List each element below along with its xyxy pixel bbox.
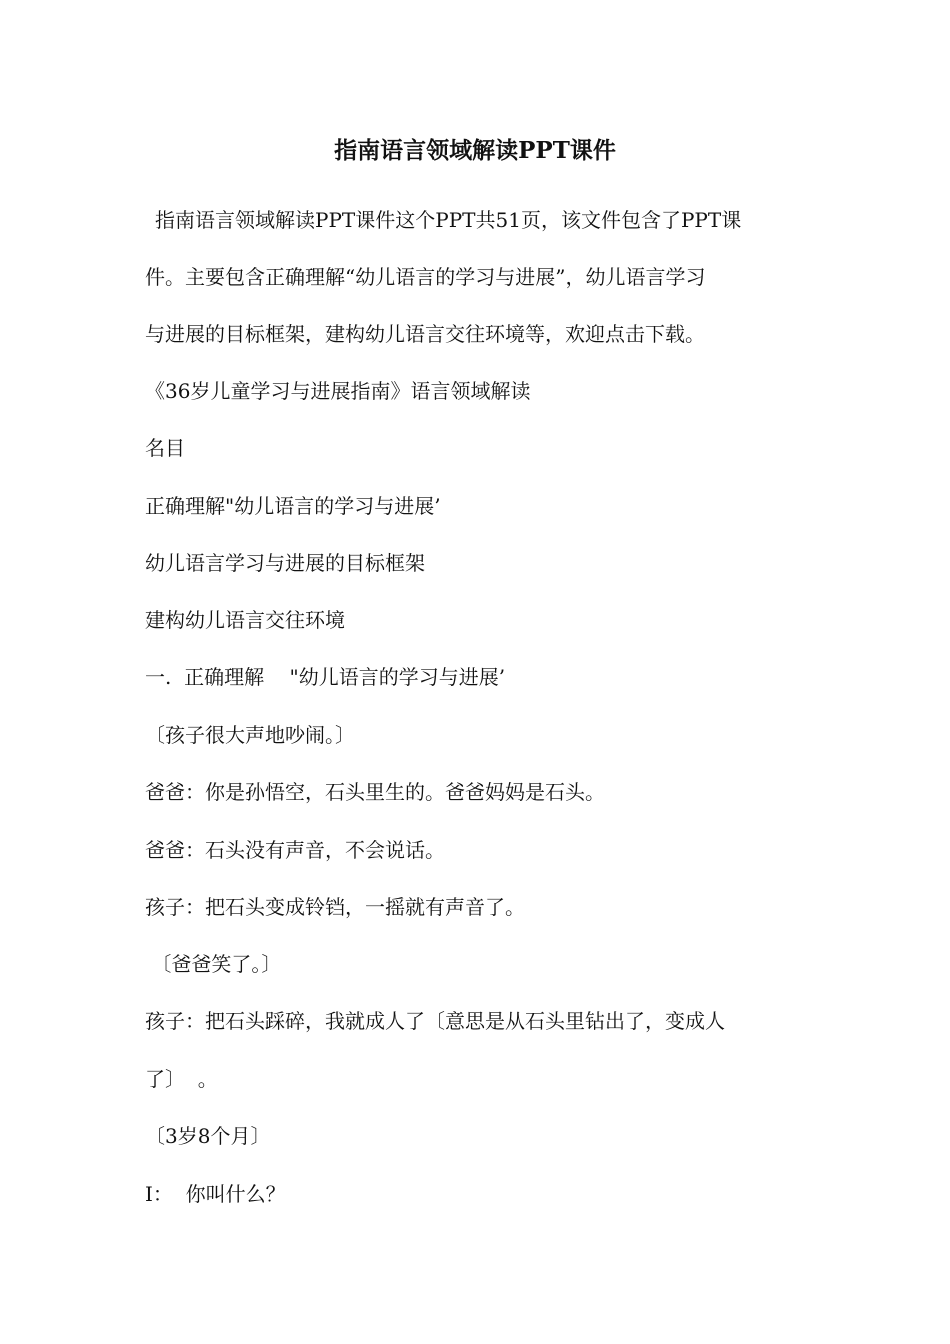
age-note: 〔3岁8个月〕 xyxy=(145,1124,271,1148)
guide-heading: 《36岁儿童学习与进展指南》语言领域解读 xyxy=(145,379,531,403)
dialogue-line: 孩子：把石头变成铃铛，一摇就有声音了。 xyxy=(145,895,525,919)
dialogue-line: 爸爸：你是孙悟空，石头里生的。爸爸妈妈是石头。 xyxy=(145,780,605,804)
dialogue-line: 孩子：把石头踩碎，我就成人了〔意思是从石头里钻出了，变成人 xyxy=(145,1009,725,1033)
dialogue-line: 〔孩子很大声地吵闹。〕 xyxy=(145,723,355,747)
dialogue-line: 〔爸爸笑了。〕 xyxy=(145,952,282,976)
contents-heading: 名目 xyxy=(145,436,185,460)
intro-line-1: 指南语言领域解读PPT课件这个PPT共51页，该文件包含了PPT课 xyxy=(155,208,742,232)
dialogue-line: I： 你叫什么？ xyxy=(145,1182,286,1206)
dialogue-line: 了〕 。 xyxy=(145,1067,218,1091)
section-heading-1: 一. 正确理解 "幼儿语言的学习与进展’ xyxy=(145,665,506,689)
contents-item-1: 正确理解"幼儿语言的学习与进展’ xyxy=(145,494,441,518)
intro-line-2: 件。主要包含正确理解“幼儿语言的学习与进展”，幼儿语言学习 xyxy=(145,265,706,289)
dialogue-line: 爸爸：石头没有声音，不会说话。 xyxy=(145,838,445,862)
intro-line-3: 与进展的目标框架，建构幼儿语言交往环境等，欢迎点击下载。 xyxy=(145,322,705,346)
document-title: 指南语言领域解读PPT课件 xyxy=(334,137,616,164)
contents-item-3: 建构幼儿语言交往环境 xyxy=(145,608,345,632)
contents-item-2: 幼儿语言学习与进展的目标框架 xyxy=(145,551,425,575)
